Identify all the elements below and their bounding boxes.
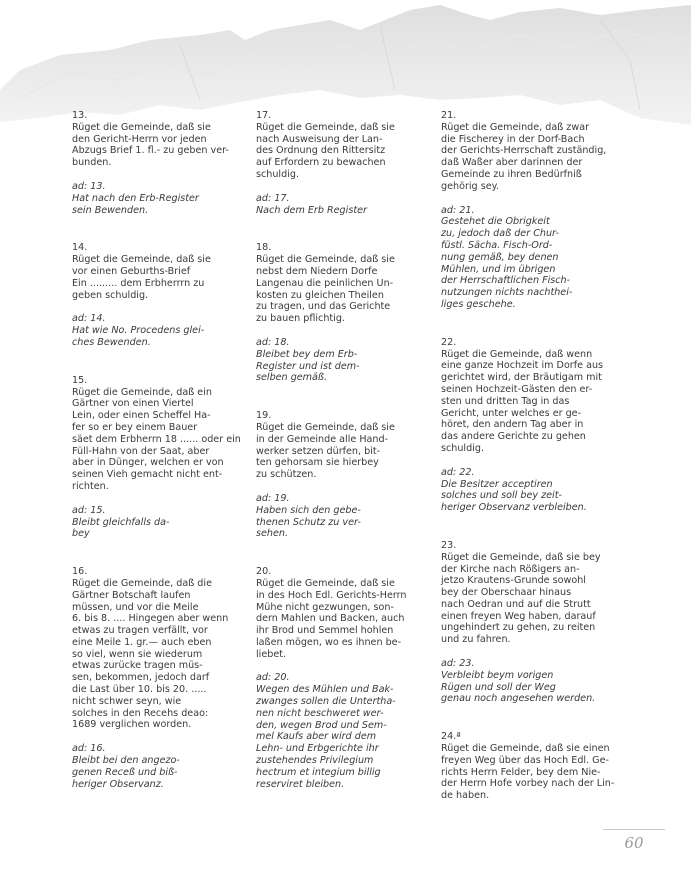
entry-number: 22.	[441, 336, 457, 348]
entry-note: ad: 17. Nach dem Erb Register	[256, 192, 367, 216]
entry-note: ad: 16. Bleibt bei den angezo- genen Receß und biß- heriger Observanz.	[72, 743, 180, 790]
torn-paper-header	[0, 0, 691, 125]
entry-text: Rüget die Gemeinde, daß die Gärtner Botschaft laufen müssen, und vor die Meile 6. bis 8. .... Hingegen aber wenn etwas zu tragen verfällt, vor eine Meile 1. gr.— auch eben so viel, wenn sie wiederum etwas zurücke tragen müs- sen, bekommen, jedoch darf die Last über 10. bis 20. ..... nicht schwer seyn, wie solches in den Recehs deao: 1689 verglichen worden.	[72, 577, 229, 731]
entry-note: ad: 15. Bleibt gleichfalls da- bey	[72, 504, 170, 540]
entry-note: ad: 14. Hat wie No. Procedens glei- ches Bewenden.	[72, 313, 205, 348]
entry-text: Rüget die Gemeinde, daß sie nach Ausweisung der Lan- des Ordnung den Rittersitz auf Erfordern zu bewachen schuldig.	[256, 121, 395, 180]
entry-note: ad: 13. Hat nach den Erb-Register sein Bewenden.	[72, 180, 199, 216]
entry-number: 23.	[441, 539, 457, 551]
page-number: 60	[624, 834, 644, 852]
entry	[72, 375, 250, 540]
entry	[72, 242, 250, 348]
entry-text: Rüget die Gemeinde, daß sie in des Hoch Edl. Gerichts-Herrn Mühe nicht gezwungen, son- dern Mahlen und Backen, auch ihr Brod und Semmel hohlen laßen mögen, wo es ihnen be- liebet.	[256, 577, 407, 660]
entry	[441, 110, 623, 311]
entry-number: 24.ª	[441, 731, 461, 743]
footer-rule	[603, 829, 665, 830]
entry	[256, 242, 434, 384]
entry-text: Rüget die Gemeinde, daß sie vor einen Geburths-Brief Ein ......... dem Erbherrrn zu geben schuldig.	[72, 254, 211, 301]
entry-text: Rüget die Gemeinde, daß sie nebst dem Niedern Dorfe Langenau die peinlichen Un- kosten zu gleichen Theilen zu tragen, und das Gerichte zu bauen pflichtig.	[256, 254, 395, 325]
entry-number: 13.	[72, 110, 88, 121]
entry	[441, 337, 623, 514]
entry-note: ad: 18. Bleibet bey dem Erb- Register und ist dem- selben gemäß.	[256, 336, 360, 384]
entry-text: Rüget die Gemeinde, daß sie in der Gemeinde alle Hand- werker setzen dürfen, bit- ten gehorsam sie hierbey zu schützen.	[256, 421, 395, 481]
column-1	[72, 110, 250, 816]
entry-text: Rüget die Gemeinde, daß wenn eine ganze Hochzeit im Dorfe aus gerichtet wird, der Bräutigam mit seinen Hochzeit-Gästen den er- sten und dritten Tag in das Gericht, unter welches er ge- höret, den andern Tag aber in das andere Gerichte zu gehen schuldig.	[441, 348, 604, 454]
entry-text: Rüget die Gemeinde, daß zwar die Fischerey in der Dorf-Bach der Gerichts-Herrschaft zuständig, daß Waßer aber darinnen der Gemeinde zu ihren Bedürfniß gehörig sey.	[441, 121, 607, 192]
entry-number: 21.	[441, 110, 457, 121]
entry-note: ad: 22. Die Besitzer acceptiren solches und soll bey zeit- heriger Observanz verbleiben.	[441, 466, 587, 514]
entry	[72, 566, 250, 790]
column-2	[256, 110, 434, 816]
entry-number: 20.	[256, 566, 272, 578]
entry	[256, 410, 434, 540]
entry-number: 15.	[72, 374, 88, 386]
entry-text: Rüget die Gemeinde, daß sie bey der Kirche nach Rößigers an- jetzo Krautens-Grunde sowohl bey der Oberschaar hinaus nach Oedran und auf die Strutt einen freyen Weg haben, darauf ungehindert zu gehen, zu reiten und zu fahren.	[441, 551, 601, 646]
entry-number: 17.	[256, 110, 272, 121]
entry	[256, 566, 434, 790]
entry-note: ad: 23. Verbleibt beym vorigen Rügen und soll der Weg genau noch angesehen werden.	[441, 658, 596, 705]
column-3	[441, 110, 623, 828]
entry-text: Rüget die Gemeinde, daß ein Gärtner von einen Viertel Lein, oder einen Scheffel Ha- fer so er bey einem Bauer säet dem Erbherrn 18 ...... oder ein Füll-Hahn von der Saat, aber aber in Dünger, welchen er von seinen Vieh gemacht nicht ent- richten.	[72, 386, 241, 492]
entry-text: Rüget die Gemeinde, daß sie einen freyen Weg über das Hoch Edl. Ge- richts Herrn Felder, bey dem Nie- der Herrn Hofe vorbey nach der Lin- de haben.	[441, 743, 615, 802]
entry	[256, 110, 434, 216]
entry	[72, 110, 250, 216]
entry-note: ad: 21. Gestehet die Obrigkeit zu, jedoch daß der Chur- füstl. Sächa. Fisch-Ord- nung gemäß, bey denen Mühlen, und im übrigen der Herrschaftlichen Fisch- nutzungen nichts nachthei- liges geschehe.	[441, 204, 573, 310]
entry-number: 14.	[72, 242, 88, 254]
entry-note: ad: 19. Haben sich den gebe- thenen Schutz zu ver- sehen.	[256, 492, 361, 540]
entry	[441, 731, 623, 802]
entry-number: 19.	[256, 410, 272, 422]
entry	[441, 540, 623, 705]
entry-text: Rüget die Gemeinde, daß sie den Gericht-Herrn vor jeden Abzugs Brief 1. fl.- zu geben ver- bunden.	[72, 121, 229, 169]
entry-note: ad: 20. Wegen des Mühlen und Bak- zwanges sollen die Unterthа- nen nicht beschweret wer- den, wegen Brod und Sem- mel Kaufs aber wird dem Lehn- und Erbgerichte ihr zustehendes Privilegium hectrum et integium billig reserviret bleiben.	[256, 672, 396, 790]
entry-number: 18.	[256, 242, 272, 254]
entry-number: 16.	[72, 566, 88, 578]
